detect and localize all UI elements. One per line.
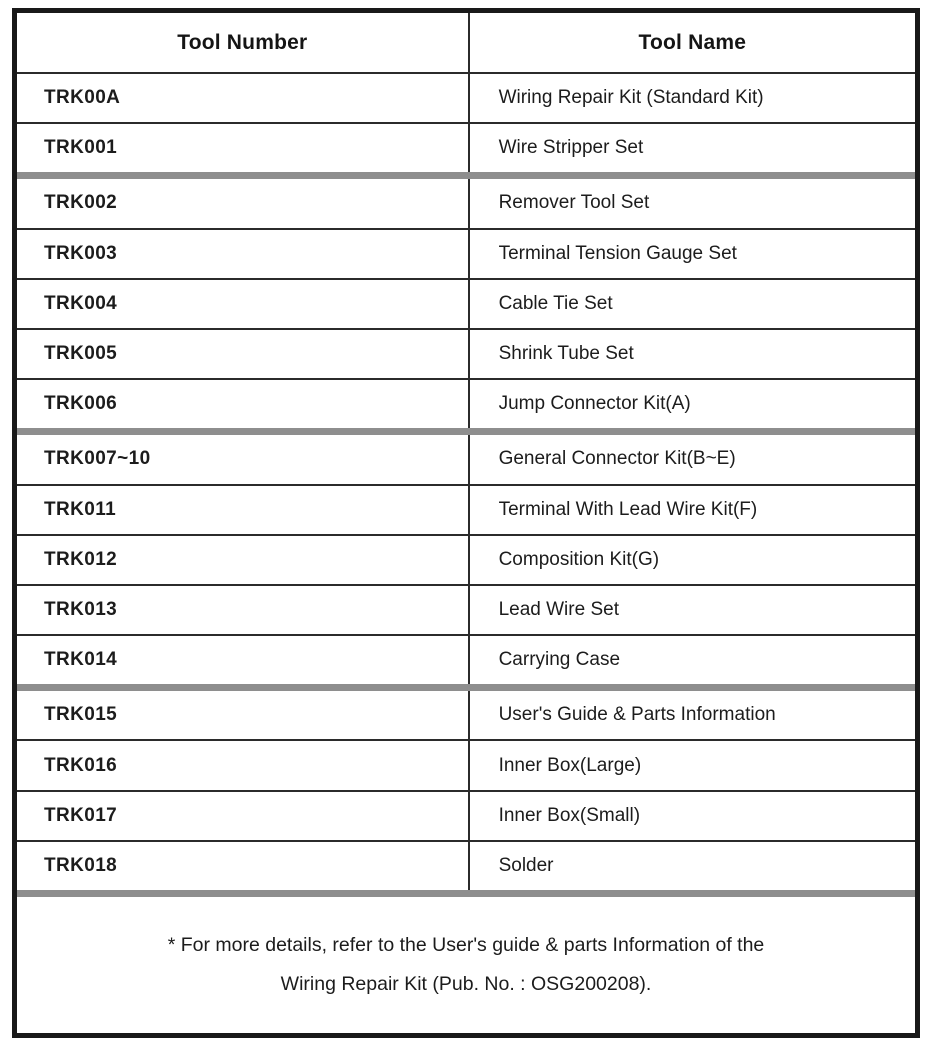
table-row	[17, 840, 915, 890]
table-row	[17, 122, 915, 172]
group-separator	[17, 172, 915, 179]
tool-name-cell: Solder	[498, 854, 554, 876]
tool-name-cell: Terminal With Lead Wire Kit(F)	[498, 498, 758, 520]
tool-name-cell: Inner Box(Large)	[498, 754, 642, 776]
header-tool-number: Tool Number	[17, 13, 470, 72]
group-separator	[17, 428, 915, 435]
footnote-line-2: Wiring Repair Kit (Pub. No. : OSG200208).	[280, 973, 652, 995]
table-row	[17, 179, 915, 227]
header-tool-name: Tool Name	[638, 30, 747, 54]
tool-name-cell: Wiring Repair Kit (Standard Kit)	[498, 87, 764, 109]
tool-number-cell: TRK002	[17, 179, 470, 227]
tool-name-cell: Wire Stripper Set	[498, 137, 644, 159]
tool-number-cell: TRK00A	[17, 74, 470, 122]
tool-name-cell: General Connector Kit(B~E)	[498, 448, 736, 470]
table-row	[17, 378, 915, 428]
table-row	[17, 435, 915, 483]
tool-number-cell: TRK013	[17, 586, 470, 634]
table-row	[17, 228, 915, 278]
tool-list-table	[12, 8, 920, 1038]
table-row	[17, 691, 915, 739]
tool-name-cell: Composition Kit(G)	[498, 548, 660, 570]
table-row	[17, 790, 915, 840]
tool-number-cell: TRK011	[17, 486, 470, 534]
table-row	[17, 328, 915, 378]
tool-number-cell: TRK007~10	[17, 435, 470, 483]
tool-number-cell: TRK001	[17, 124, 470, 172]
footnote	[17, 897, 915, 1033]
group-separator	[17, 684, 915, 691]
tool-name-cell: Carrying Case	[498, 649, 621, 671]
table-row	[17, 278, 915, 328]
table-row	[17, 534, 915, 584]
tool-name-cell: Inner Box(Small)	[498, 804, 641, 826]
tool-number-cell: TRK003	[17, 230, 470, 278]
tool-number-cell: TRK016	[17, 741, 470, 789]
tool-number-cell: TRK012	[17, 536, 470, 584]
footnote-line-1: * For more details, refer to the User's guide & parts Information of the	[167, 934, 765, 956]
tool-name-cell: Jump Connector Kit(A)	[498, 393, 691, 415]
tool-name-cell: Remover Tool Set	[498, 192, 650, 214]
tool-number-cell: TRK018	[17, 842, 470, 890]
tool-number-cell: TRK004	[17, 280, 470, 328]
tool-number-cell: TRK015	[17, 691, 470, 739]
tool-name-cell: Terminal Tension Gauge Set	[498, 242, 737, 264]
tool-number-cell: TRK014	[17, 636, 470, 684]
table-row	[17, 634, 915, 684]
group-separator	[17, 890, 915, 897]
tool-name-cell: User's Guide & Parts Information	[498, 704, 776, 726]
table-row	[17, 484, 915, 534]
tool-name-cell: Cable Tie Set	[498, 292, 613, 314]
table-row	[17, 72, 915, 122]
table-header-row	[17, 13, 915, 72]
tool-number-cell: TRK017	[17, 792, 470, 840]
tool-number-cell: TRK006	[17, 380, 470, 428]
table-row	[17, 584, 915, 634]
table-row	[17, 739, 915, 789]
tool-number-cell: TRK005	[17, 330, 470, 378]
tool-name-cell: Shrink Tube Set	[498, 343, 634, 365]
tool-name-cell: Lead Wire Set	[498, 598, 619, 620]
